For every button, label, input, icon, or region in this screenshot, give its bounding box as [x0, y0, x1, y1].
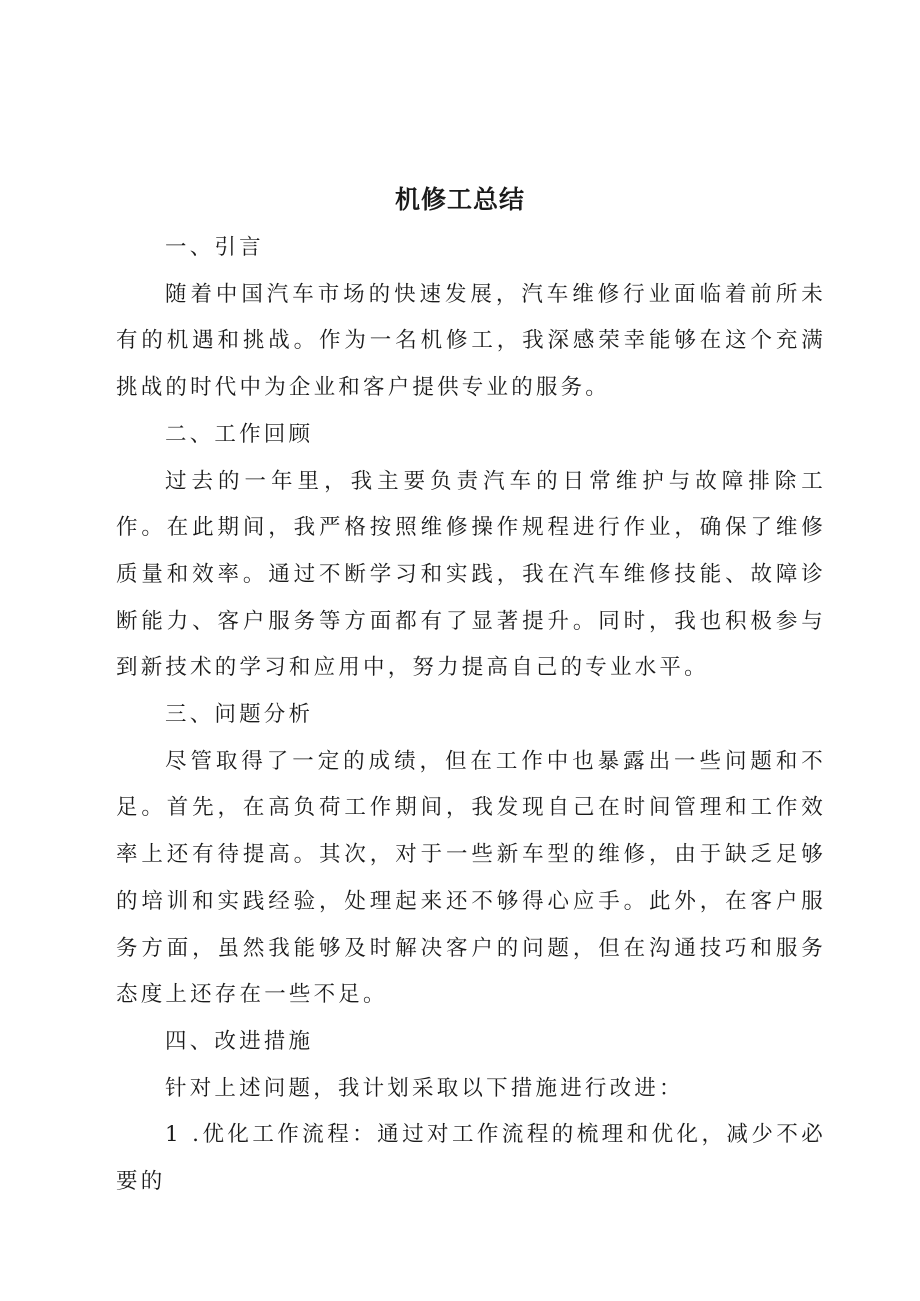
- document-body: [116, 225, 826, 1206]
- paragraph-problem-analysis: 尽管取得了一定的成绩，但在工作中也暴露出一些问题和不足。首先，在高负荷工作期间，我发现自己在时间管理和工作效率上还有待提高。其次，对于一些新车型的维修，由于缺乏足够的培训和实践经验，处理起来还不够得心应手。此外，在客户服务方面，虽然我能够及时解决客户的问题，但在沟通技巧和服务态度上还存在一些不足。: [116, 748, 826, 1008]
- section-heading-introduction: 一、引言: [165, 235, 264, 260]
- paragraph-work-review: 过去的一年里，我主要负责汽车的日常维护与故障排除工作。在此期间，我严格按照维修操作规程进行作业，确保了维修质量和效率。通过不断学习和实践，我在汽车维修技能、故障诊断能力、客户服务等方面都有了显著提升。同时，我也积极参与到新技术的学习和应用中，努力提高自己的专业水平。: [116, 468, 826, 681]
- section-heading-work-review: 二、工作回顾: [165, 421, 314, 447]
- document-title: 机修工总结: [394, 185, 525, 214]
- paragraph-improvement-intro: 针对上述问题，我计划采取以下措施进行改进：: [165, 1075, 684, 1101]
- section-heading-problem-analysis: 三、问题分析: [165, 702, 314, 728]
- list-item-optimize-workflow: 1 .优化工作流程：通过对工作流程的梳理和优化，减少不必要的: [116, 1122, 826, 1195]
- paragraph-introduction: 随着中国汽车市场的快速发展，汽车维修行业面临着前所未有的机遇和挑战。作为一名机修工，我深感荣幸能够在这个充满挑战的时代中为企业和客户提供专业的服务。: [116, 281, 826, 401]
- section-heading-improvement-measures: 四、改进措施: [165, 1028, 314, 1054]
